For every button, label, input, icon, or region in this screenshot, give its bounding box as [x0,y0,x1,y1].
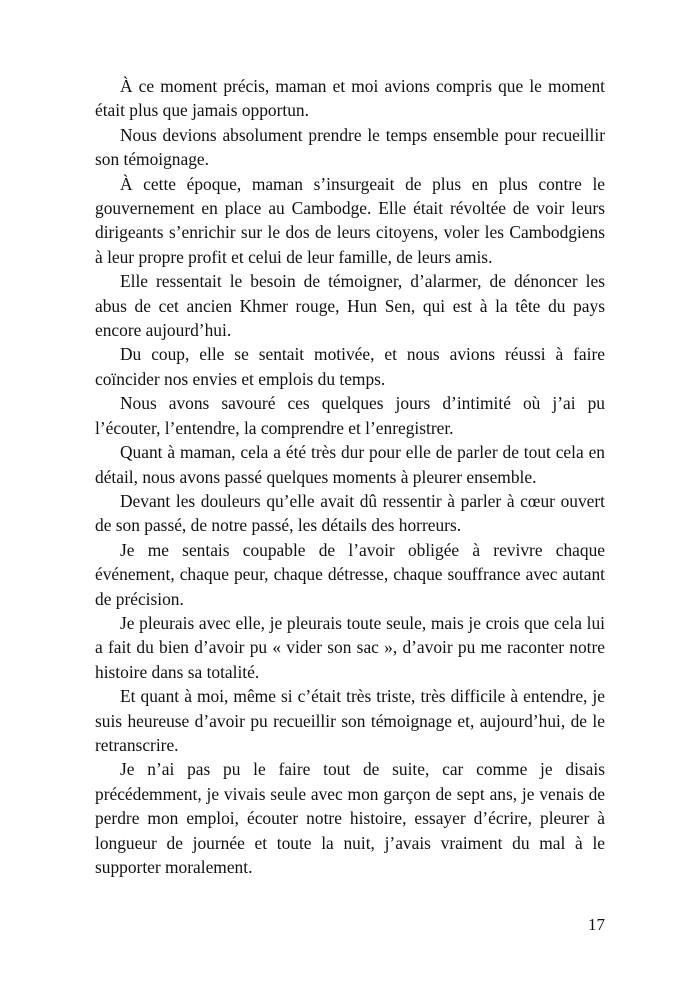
page-number: 17 [588,915,605,934]
paragraph-8: Devant les douleurs qu’elle avait dû ressentir à parler à cœur ouvert de son passé, de notre passé, les détails des horreurs. [95,490,605,536]
paragraph-1: À ce moment précis, maman et moi avions compris que le moment était plus que jamais opportun. [95,76,605,121]
body-text [95,74,605,879]
paragraph-5: Du coup, elle se sentait motivée, et nous avions réussi à faire coïncider nos envies et emplois du temps. [95,344,605,389]
paragraph-9: Je me sentais coupable de l’avoir obligée à revivre chaque événement, chaque peur, chaque détresse, chaque souffrance avec autant de précision. [95,539,605,609]
paragraph-10: Je pleurais avec elle, je pleurais toute seule, mais je crois que cela lui a fait du bien d’avoir pu « vider son sac », d’avoir pu me raconter notre histoire dans sa totalité. [95,612,605,682]
paragraph-7: Quant à maman, cela a été très dur pour elle de parler de tout cela en détail, nous avons passé quelques moments à pleurer ensemble. [95,442,605,487]
paragraph-6: Nous avons savouré ces quelques jours d’intimité où j’ai pu l’écouter, l’entendre, la comprendre et l’enregistrer. [95,393,605,438]
paragraph-11: Et quant à moi, même si c’était très triste, très difficile à entendre, je suis heureuse d’avoir pu recueillir son témoignage et, aujourd’hui, de le retranscrire. [95,686,605,755]
paragraph-12: Je n’ai pas pu le faire tout de suite, car comme je disais précédemment, je vivais seule avec mon garçon de sept ans, je venais de perdre mon emploi, écouter notre histoire, essayer d’écrire, pleurer à longueur de journée et toute la nuit, j’avais vraiment du mal à le supporter moralement. [95,759,605,877]
paragraph-2: Nous devions absolument prendre le temps ensemble pour recueillir son témoignage. [95,124,605,170]
paragraph-4: Elle ressentait le besoin de témoigner, d’alarmer, de dénoncer les abus de cet ancien Khmer rouge, Hun Sen, qui est à la tête du pays encore aujourd’hui. [95,271,605,341]
paragraph-3: À cette époque, maman s’insurgeait de plus en plus contre le gouvernement en place au Cambodge. Elle était révoltée de voir leurs dirigeants s’enrichir sur le dos de leurs citoyens, voler les Cambodgiens à leur propre profit et celui de leur famille, de leurs amis. [95,173,605,267]
